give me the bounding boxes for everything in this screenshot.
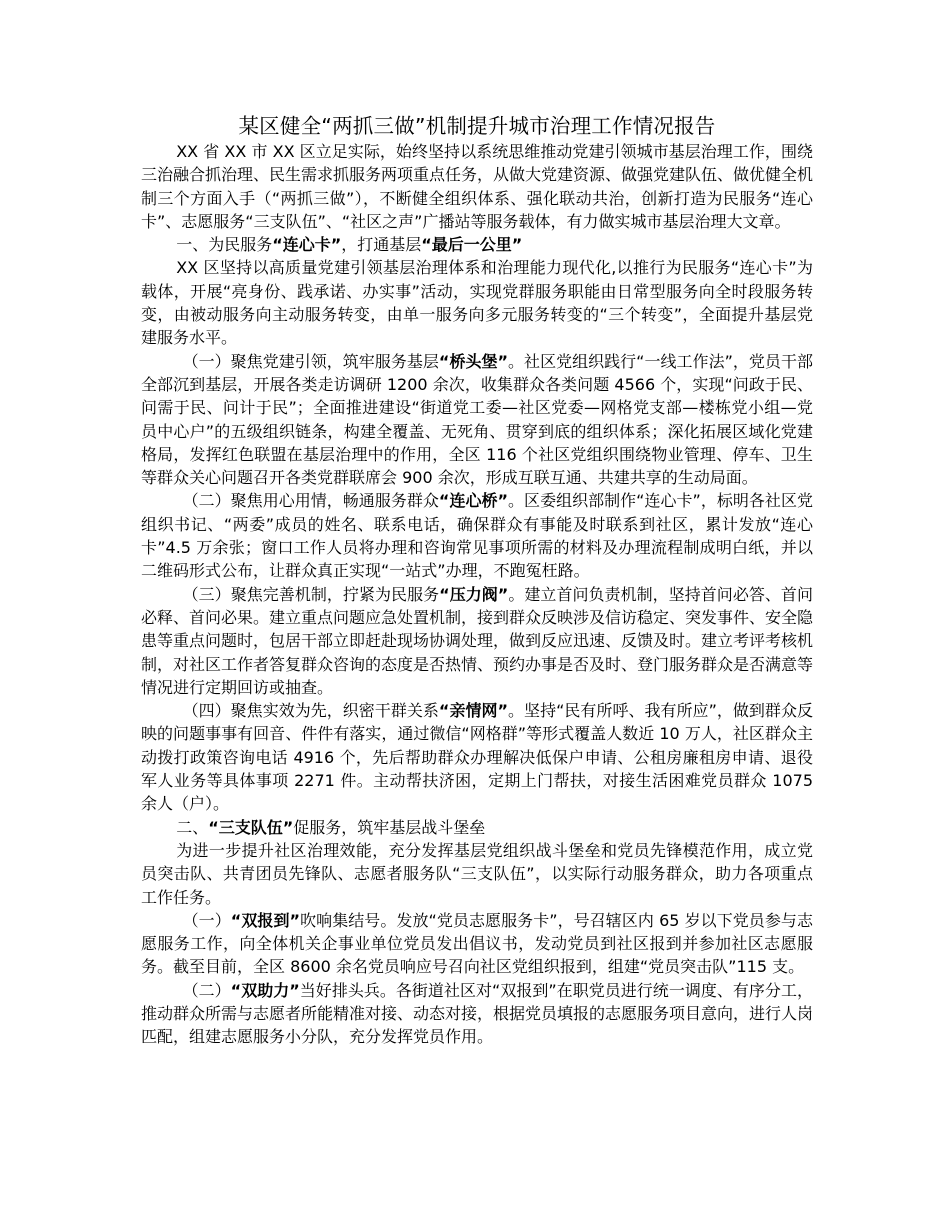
section1-item-2-rest: 。区委组织部制作“连心卡”，标明各社区党组织书记、“两委”成员的姓名、联系电话，确保群众有事能及时联系到社区，累计发放“连心卡”4.5 万余张；窗口工作人员将办理和咨询常见事项所需的材料及办理流程制成明白纸，并以二维码形式公布，让群众真正实现“一站式”办理，不跑冤枉路。 [141, 491, 813, 581]
section2-item-1-bold: “双报到” [230, 910, 301, 930]
section2-item-2 [141, 979, 813, 1049]
section1-item-2-bold: “连心桥” [438, 491, 509, 511]
section1-item-2-lead: （二）聚焦用心用情，畅通服务群众 [182, 491, 439, 511]
intro-paragraph: XX 省 XX 市 XX 区立足实际，始终坚持以系统思维推动党建引领城市基层治理工作，围绕三治融合抓治理、民生需求抓服务两项重点任务，从做大党建资源、做强党建队伍、做优健全机制三个方面入手（“两抓三做”），不断健全组织体系、强化联动共治，创新打造为民服务“连心卡”、志愿服务“三支队伍”、“社区之声”广播站等服务载体，有力做实城市基层治理大文章。 [141, 142, 814, 231]
section1-item-3 [141, 583, 813, 699]
section1-item-1-rest: 。社区党组织践行“一线工作法”，党员干部全部沉到基层，开展各类走访调研 1200 余次，收集群众各类问题 4566 个，实现“问政于民、问需于民、问计于民”；全面推进建设“街道党工委—社区党委—网格党支部—楼栋党小组—党员中心户”的五级组织链条，构建全覆盖、无死角、贯穿到底的组织体系；深化拓展区域化党建格局，发挥红色联盟在基层治理中的作用，全区 116 个社区党组织围绕物业管理、停车、卫生等群众关心问题召开各类党群联席会 900 余次，形成互联互通、共建共享的生动局面。 [141, 351, 813, 488]
section1-heading [141, 233, 813, 256]
section1-item-3-rest: 。建立首问负责机制，坚持首问必答、首问必释、首问必果。建立重点问题应急处置机制，接到群众反映涉及信访稳定、突发事件、安全隐患等重点问题时，包居干部立即赶赴现场协调处理，做到反应迅速、反馈及时。建立考评考核机制，对社区工作者答复群众咨询的态度是否热情、预约办事是否及时、登门服务群众是否满意等情况进行定期回访或抽查。 [141, 584, 814, 697]
section1-heading-part-d: “最后一公里” [421, 235, 523, 255]
section1-item-4-rest: 。坚持“民有所呼、我有所应”，做到群众反映的问题事事有回音、件件有落实，通过微信“网格群”等形式覆盖人数近 10 万人，社区群众主动拨打政策咨询电话 4916 个，先后帮助群众办理解决低保户申请、公租房廉租房申请、退役军人业务等具体事项 2271 件。主动帮扶济困，定期上门帮扶，对接生活困难党员群众 1075 余人（户）。 [141, 701, 813, 814]
section1-heading-part-a: 一、为民服务 [176, 235, 273, 255]
document-title: 某区健全“两抓三做”机制提升城市治理工作情况报告 [238, 114, 716, 138]
section1-item-4-bold: “亲情网” [438, 701, 509, 721]
section2-heading [141, 816, 813, 839]
section2-item-1-rest: 吹响集结号。发放“党员志愿服务卡”，号召辖区内 65 岁以下党员参与志愿服务工作，向全体机关企事业单位党员发出倡议书，发动党员到社区报到并参加社区志愿服务。截至目前，全区 8600 余名党员响应号召向社区党组织报到，组建“党员突击队”115 支。 [141, 910, 813, 977]
section1-item-1-lead: （一）聚焦党建引领，筑牢服务基层 [182, 351, 439, 371]
section2-item-2-lead: （二） [182, 980, 231, 1000]
section2-heading-part-a: 二、 [176, 817, 209, 837]
section1-item-4-lead: （四）聚焦实效为先，织密干群关系 [182, 701, 439, 721]
section2-item-1-lead: （一） [182, 910, 231, 930]
section1-item-1 [141, 350, 813, 490]
section2-heading-part-b: “三支队伍” [208, 817, 294, 837]
section2-item-2-bold: “双助力” [230, 980, 300, 1000]
section1-item-2 [141, 489, 813, 582]
section1-heading-part-c: ，打通基层 [341, 235, 422, 255]
section1-item-3-lead: （三）聚焦完善机制，拧紧为民服务 [182, 584, 440, 604]
section1-body: XX 区坚持以高质量党建引领基层治理体系和治理能力现代化,以推行为民服务“连心卡”为载体，开展“亮身份、践承诺、办实事”活动，实现党群服务职能由日常型服务向全时段服务转变，由被动服务向主动服务转变，由单一服务向多元服务转变的“三个转变”，全面提升基层党建服务水平。 [141, 258, 813, 348]
section1-item-3-bold: “压力阀” [439, 584, 509, 604]
section2-item-2-rest: 当好排头兵。各街道社区对“双报到”在职党员进行统一调度、有序分工，推动群众所需与志愿者所能精准对接、动态对接，根据党员填报的志愿服务项目意向，进行人岗匹配，组建志愿服务小分队，充分发挥党员作用。 [141, 980, 814, 1047]
section1-item-1-bold: “桥头堡” [438, 351, 509, 371]
section2-heading-part-c: 促服务，筑牢基层战斗堡垒 [293, 817, 486, 837]
section2-item-1 [141, 909, 813, 979]
section1-heading-part-b: “连心卡” [272, 235, 342, 255]
section2-body: 为进一步提升社区治理效能，充分发挥基层党组织战斗堡垒和党员先锋模范作用，成立党员突击队、共青团员先锋队、志愿者服务队“三支队伍”，以实际行动服务群众，助力各项重点工作任务。 [141, 840, 813, 907]
section1-item-4 [141, 699, 813, 815]
document-page [141, 112, 813, 1049]
